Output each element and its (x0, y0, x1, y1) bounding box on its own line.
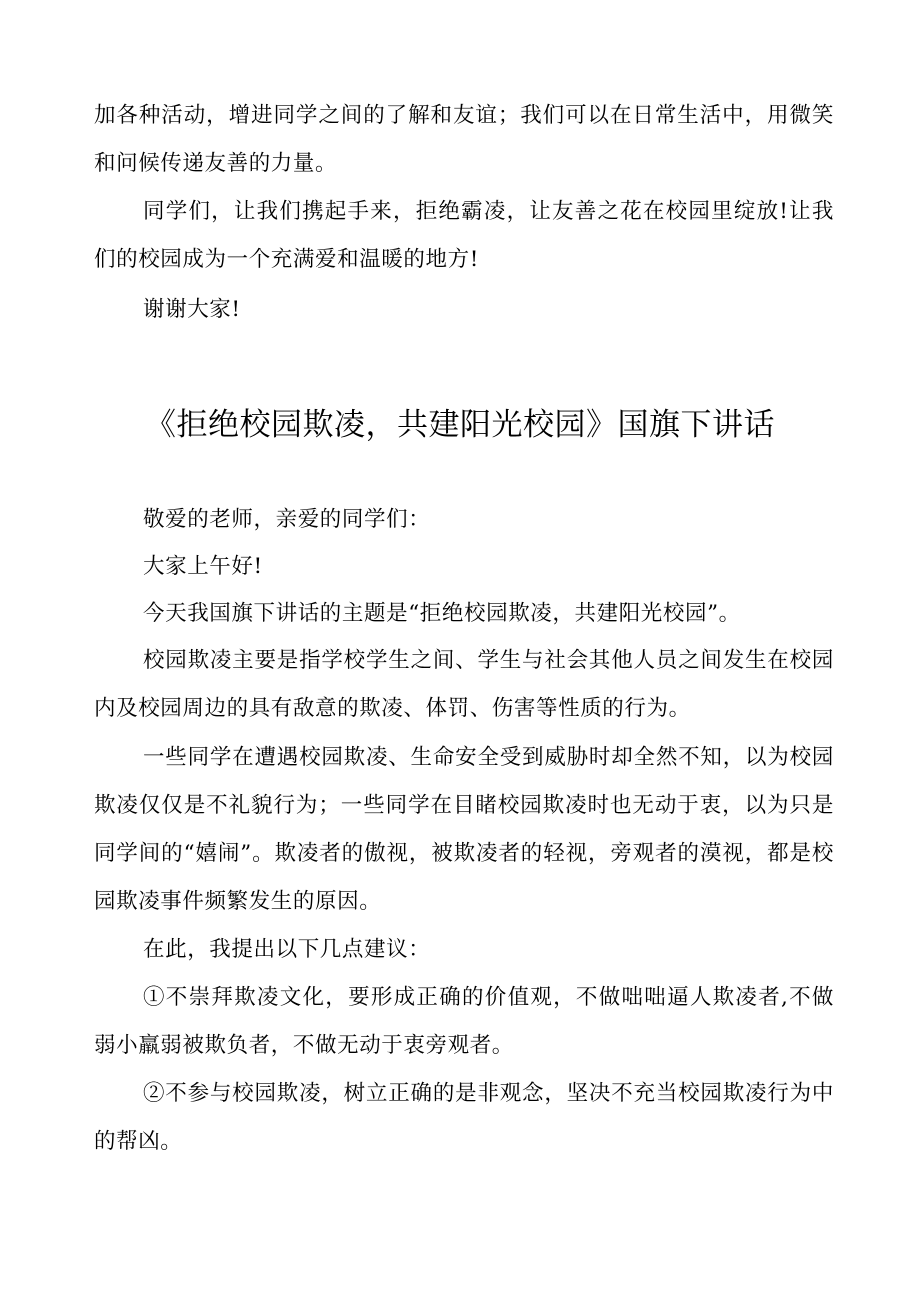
paragraph-definition: 校园欺凌主要是指学校学生之间、学生与社会其他人员之间发生在校园内及校园周边的具有敌意的欺凌、体罚、伤害等性质的行为。 (94, 648, 834, 721)
paragraph-suggestions-intro: 在此，我提出以下几点建议： (143, 937, 431, 962)
paragraph-salutation: 敬爱的老师，亲爱的同学们： (143, 507, 431, 532)
paragraph-causes: 一些同学在遭遇校园欺凌、生命安全受到威胁时却全然不知，以为校园欺凌仅仅是不礼貌行为；一些同学在目睹校园欺凌时也无动于衷，以为只是同学间的“嬉闹”。欺凌者的傲视，被欺凌者的轻视，旁观者的漠视，都是校园欺凌事件频繁发生的原因。 (94, 745, 834, 914)
paragraph-greeting: 大家上午好! (143, 554, 263, 579)
paragraph-topic: 今天我国旗下讲话的主题是“拒绝校园欺凌，共建阳光校园”。 (143, 601, 741, 626)
speech-title: 《拒绝校园欺凌，共建阳光校园》国旗下讲话 (145, 407, 775, 443)
paragraph-call-to-action: 同学们，让我们携起手来，拒绝霸凌，让友善之花在校园里绽放!让我们的校园成为一个充满爱和温暖的地方! (94, 199, 834, 272)
paragraph-continuation: 加各种活动，增进同学之间的了解和友谊；我们可以在日常生活中，用微笑和问候传递友善的力量。 (94, 103, 834, 176)
paragraph-suggestion-1: ①不崇拜欺凌文化，要形成正确的价值观，不做咄咄逼人欺凌者,不做弱小羸弱被欺负者，不做无动于衷旁观者。 (94, 985, 834, 1058)
paragraph-thanks: 谢谢大家! (143, 297, 241, 322)
paragraph-suggestion-2: ②不参与校园欺凌，树立正确的是非观念，坚决不充当校园欺凌行为中的帮凶。 (94, 1081, 834, 1154)
